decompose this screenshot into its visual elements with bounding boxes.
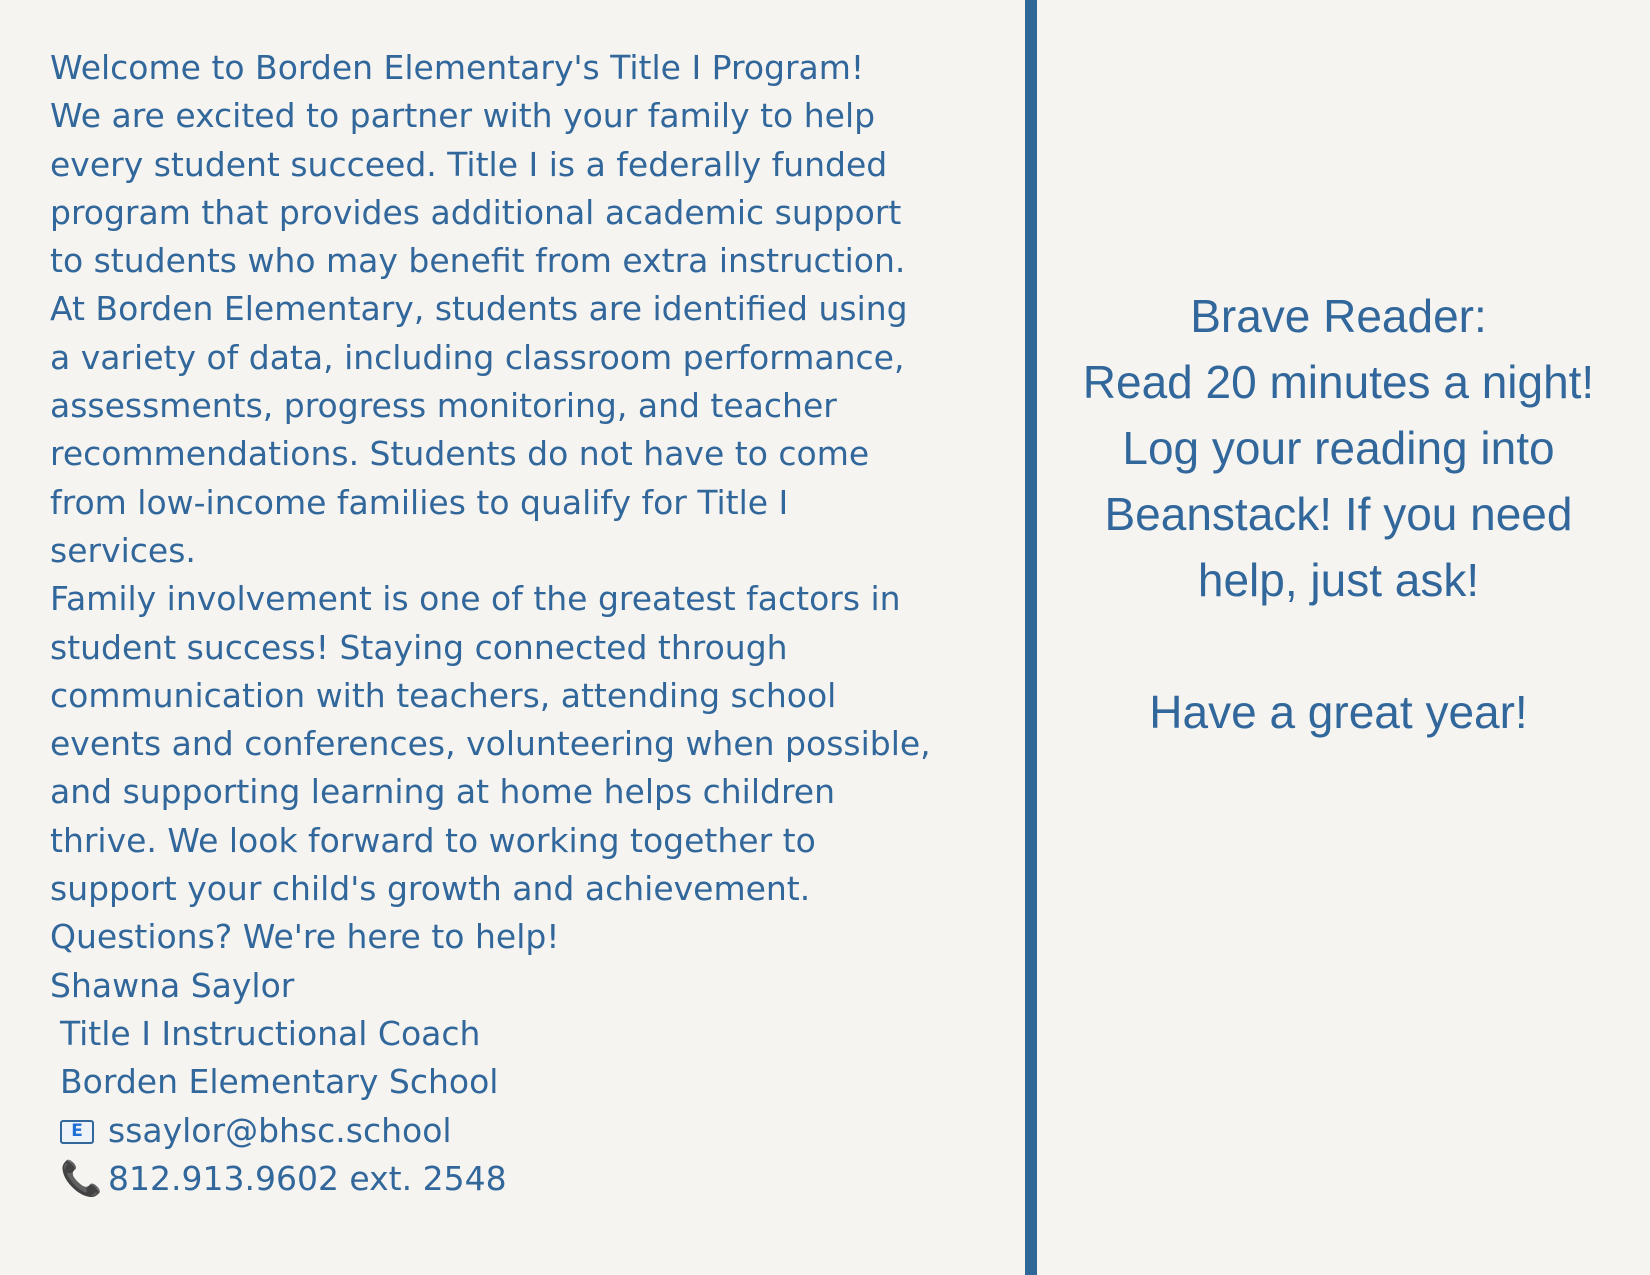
reading-note-line: help, just ask! <box>1197 554 1480 606</box>
letter-line: Welcome to Borden Elementary's Title I Program! <box>50 48 865 87</box>
letter-line: services. <box>50 530 196 570</box>
letter-line: and supporting learning at home helps children <box>50 772 836 812</box>
signature-name: Shawna Saylor <box>50 965 295 1005</box>
letter-line: thrive. We look forward to working together to <box>50 820 816 860</box>
welcome-letter <box>50 44 1035 1203</box>
reading-note-spacer <box>1047 613 1630 679</box>
letter-line: At Borden Elementary, students are identified using <box>50 289 908 329</box>
letter-line: student success! Staying connected through <box>50 627 788 667</box>
letter-line: from low-income families to qualify for Title I <box>50 482 789 522</box>
reading-note <box>1047 283 1630 745</box>
letter-line: We are excited to partner with your family to help <box>50 96 876 136</box>
reading-note-line: Log your reading into <box>1122 422 1555 474</box>
signature-phone[interactable]: 812.913.9602 ext. 2548 <box>108 1158 507 1198</box>
vertical-divider <box>1025 0 1037 1275</box>
reading-note-line: Read 20 minutes a night! <box>1082 356 1595 408</box>
signature-title: Title I Instructional Coach <box>60 1013 481 1053</box>
signature-email[interactable]: ssaylor@bhsc.school <box>108 1110 452 1150</box>
letter-line: communication with teachers, attending school <box>50 675 837 715</box>
letter-line: Questions? We're here to help! <box>50 917 560 957</box>
letter-line: Family involvement is one of the greatest factors in <box>50 579 901 619</box>
letter-line: support your child's growth and achievement. <box>50 869 811 909</box>
e-mail-icon <box>60 1120 94 1144</box>
letter-line: recommendations. Students do not have to come <box>50 434 870 474</box>
signature-school: Borden Elementary School <box>60 1062 499 1102</box>
letter-line: events and conferences, volunteering when possible, <box>50 724 931 764</box>
reading-note-closing: Have a great year! <box>1149 686 1528 738</box>
letter-line: every student succeed. Title I is a federally funded <box>50 144 888 184</box>
letter-line: program that provides additional academic support <box>50 192 902 232</box>
letter-line: a variety of data, including classroom performance, <box>50 337 905 377</box>
telephone-receiver-icon: 📞 <box>60 1158 103 1199</box>
letter-line: to students who may benefit from extra instruction. <box>50 241 906 281</box>
letter-line: assessments, progress monitoring, and teacher <box>50 386 837 426</box>
reading-note-line: Beanstack! If you need <box>1104 488 1573 540</box>
signature-phone-line <box>50 1155 1035 1203</box>
reading-note-heading: Brave Reader: <box>1190 290 1487 342</box>
signature-email-line <box>50 1107 1035 1155</box>
